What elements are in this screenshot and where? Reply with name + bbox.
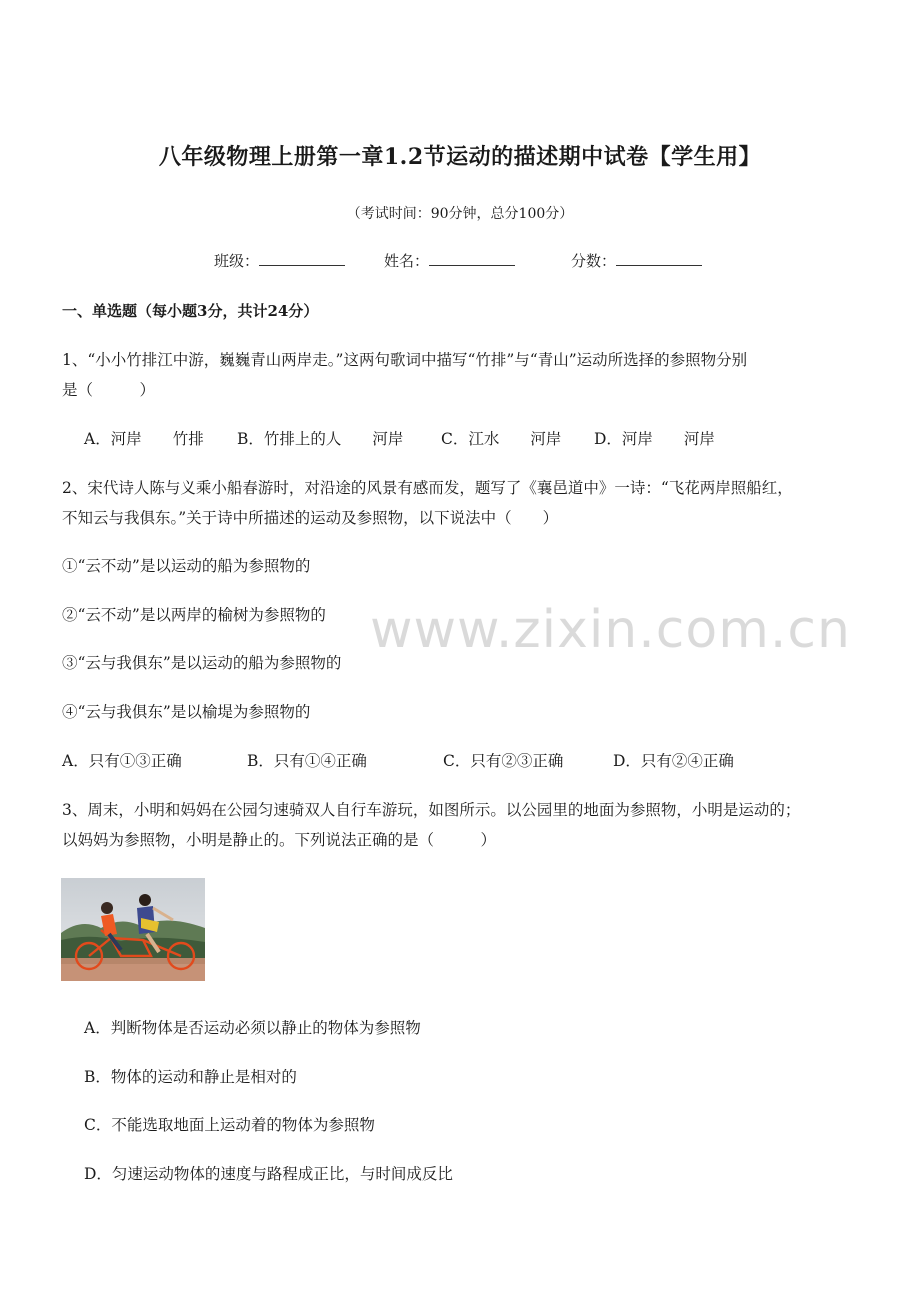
watermark: www.zixin.com.cn	[370, 600, 851, 660]
q2-stem-line1: 2、宋代诗人陈与义乘小船春游时，对沿途的风景有感而发，题写了《襄邑道中》一诗：“飞花两岸照船红，	[62, 479, 793, 497]
q2-option-b[interactable]: B．只有①④正确	[247, 752, 367, 770]
q1-stem-line1: 1、“小小竹排江中游，巍巍青山两岸走。”这两句歌词中描写“竹排”与“青山”运动所选择的参照物分别	[62, 351, 748, 369]
q2-statement-1: ①“云不动”是以运动的船为参照物的	[62, 557, 311, 575]
q1-option-c[interactable]: C．江水 河岸	[441, 430, 562, 448]
q2-option-d[interactable]: D．只有②④正确	[613, 752, 734, 770]
q3-option-a[interactable]: A．判断物体是否运动必须以静止的物体为参照物	[84, 1019, 421, 1037]
q1-option-d[interactable]: D．河岸 河岸	[594, 430, 715, 448]
q2-statement-2: ②“云不动”是以两岸的榆树为参照物的	[62, 606, 326, 624]
q1-stem-line2: 是（ ）	[62, 381, 156, 399]
q2-statement-4: ④“云与我俱东”是以榆堤为参照物的	[62, 703, 311, 721]
section-heading: 一、单选题（每小题3分，共计24分）	[62, 302, 319, 320]
exam-info: （考试时间：90分钟，总分100分）	[346, 206, 574, 222]
name-field	[384, 250, 515, 271]
q3-option-c[interactable]: C．不能选取地面上运动着的物体为参照物	[84, 1116, 375, 1134]
score-field	[571, 250, 702, 271]
q3-stem-line2: 以妈妈为参照物，小明是静止的。下列说法正确的是（ ）	[62, 831, 497, 849]
name-label: 姓名：	[384, 252, 430, 270]
q2-statement-3: ③“云与我俱东”是以运动的船为参照物的	[62, 654, 342, 672]
q2-stem-line2: 不知云与我俱东。”关于诗中所描述的运动及参照物，以下说法中（ ）	[62, 509, 559, 527]
class-label: 班级：	[214, 252, 260, 270]
tandem-bicycle-photo	[61, 878, 205, 981]
q2-option-a[interactable]: A．只有①③正确	[62, 752, 182, 770]
name-blank[interactable]	[429, 251, 515, 266]
class-field	[214, 250, 345, 271]
q1-option-a[interactable]: A．河岸 竹排	[84, 430, 204, 448]
score-blank[interactable]	[616, 251, 702, 266]
q3-option-d[interactable]: D．匀速运动物体的速度与路程成正比，与时间成反比	[84, 1165, 453, 1183]
q3-stem-line1: 3、周末，小明和妈妈在公园匀速骑双人自行车游玩，如图所示。以公园里的地面为参照物，小明是运动的；	[62, 801, 801, 819]
class-blank[interactable]	[259, 251, 345, 266]
score-label: 分数：	[571, 252, 617, 270]
page-title: 八年级物理上册第一章1.2节运动的描述期中试卷【学生用】	[158, 144, 762, 170]
q3-option-b[interactable]: B．物体的运动和静止是相对的	[84, 1068, 297, 1086]
q2-option-c[interactable]: C．只有②③正确	[443, 752, 564, 770]
q1-option-b[interactable]: B．竹排上的人 河岸	[237, 430, 404, 448]
